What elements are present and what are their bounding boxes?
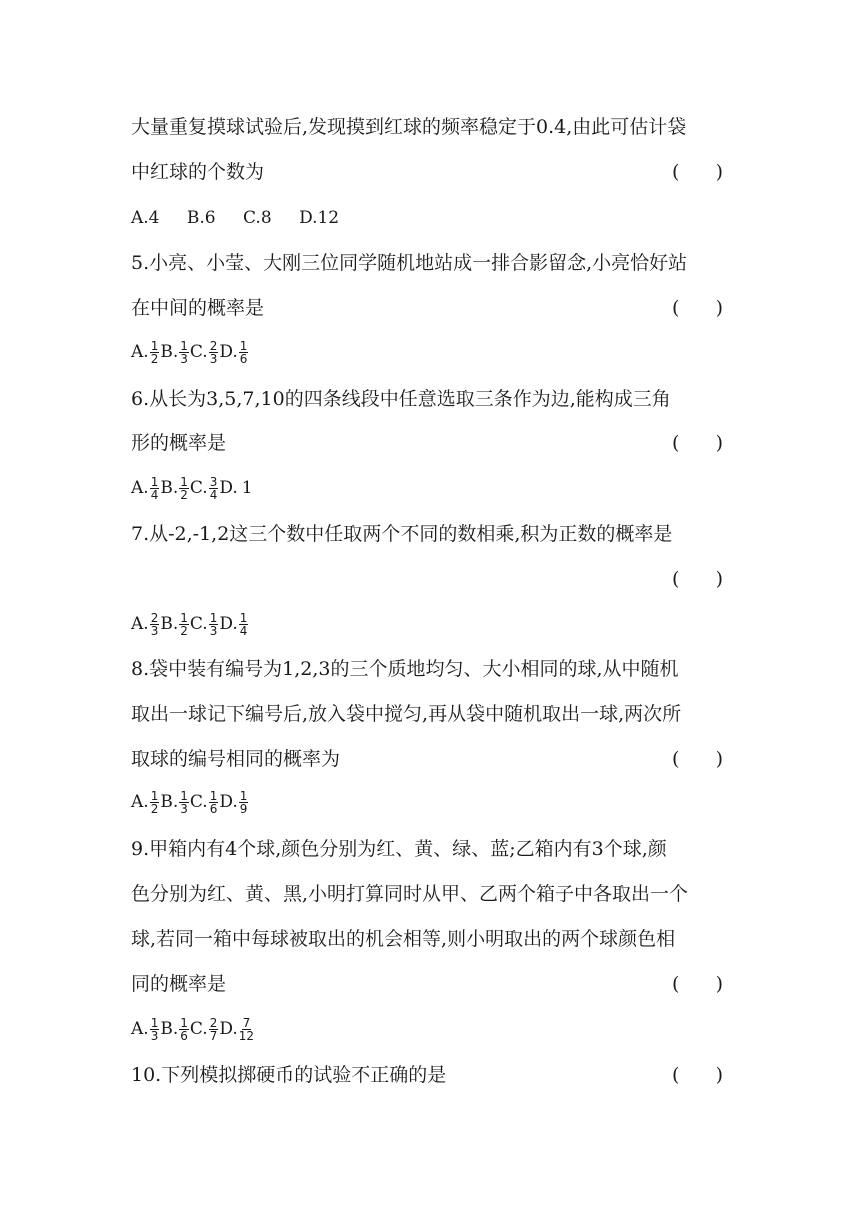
- q4-answer-paren: ( ): [672, 161, 724, 183]
- q6-option-c-fraction: $\frac{3}{4}$: [209, 475, 218, 502]
- q6-option-b-fraction: $\frac{1}{2}$: [180, 475, 188, 502]
- q6-line-1: 6.从长为3,5,7,10的四条线段中任意选取三条作为边,能构成三角: [131, 388, 671, 410]
- q7-answer-paren: ( ): [672, 568, 724, 590]
- q9-option-a-fraction: $\frac{1}{3}$: [150, 1016, 159, 1043]
- q4-line-1: 大量重复摸球试验后,发现摸到红球的频率稳定于0.4,由此可估计袋: [131, 116, 687, 138]
- q9-option-b-letter: B.: [160, 1019, 179, 1039]
- q6-option-d-value: 1: [241, 478, 253, 498]
- q6-option-d-letter: D.: [219, 478, 238, 498]
- q8-option-b-fraction: $\frac{1}{3}$: [180, 789, 188, 816]
- q5-option-a-letter: A.: [131, 342, 149, 362]
- q9-line-2: 色分别为红、黄、黑,小明打算同时从甲、乙两个箱子中各取出一个: [131, 883, 689, 905]
- q8-option-d-letter: D.: [219, 792, 238, 812]
- q7-option-a-letter: A.: [131, 614, 149, 634]
- q8-option-d-fraction: $\frac{1}{9}$: [239, 789, 248, 816]
- q8-option-c-fraction: $\frac{1}{6}$: [209, 789, 218, 816]
- q6-option-b-letter: B.: [160, 478, 179, 498]
- q10-answer-paren: ( ): [672, 1064, 724, 1086]
- q6-option-a-fraction: $\frac{1}{4}$: [150, 475, 159, 502]
- q9-option-d-fraction: $\frac{7}{12}$: [238, 1016, 255, 1043]
- q8-answer-paren: ( ): [672, 748, 724, 770]
- q5-option-d-letter: D.: [219, 342, 238, 362]
- q9-answer-paren: ( ): [672, 973, 724, 995]
- q7-option-c-fraction: $\frac{1}{3}$: [209, 611, 218, 638]
- q5-line-1: 5.小亮、小莹、大刚三位同学随机地站成一排合影留念,小亮恰好站: [131, 252, 688, 274]
- q5-option-c-letter: C.: [189, 342, 208, 362]
- q4-option-c: C.8: [243, 208, 272, 228]
- q9-option-c-letter: C.: [189, 1019, 208, 1039]
- q8-line-3: 取球的编号相同的概率为: [131, 748, 341, 770]
- q9-option-b-fraction: $\frac{1}{6}$: [180, 1016, 188, 1043]
- q5-option-c-fraction: $\frac{2}{3}$: [209, 339, 218, 366]
- q9-line-3: 球,若同一箱中每球被取出的机会相等,则小明取出的两个球颜色相: [131, 928, 676, 950]
- q7-line-1: 7.从-2,-1,2这三个数中任取两个不同的数相乘,积为正数的概率是: [131, 523, 673, 545]
- q6-options: [131, 476, 253, 501]
- q4-option-b: B.6: [186, 208, 216, 228]
- q5-option-b-letter: B.: [160, 342, 179, 362]
- q8-option-c-letter: C.: [189, 792, 208, 812]
- q7-option-a-fraction: $\frac{2}{3}$: [150, 611, 159, 638]
- q4-line-2: 中红球的个数为: [131, 161, 265, 183]
- q5-option-a-fraction: $\frac{1}{2}$: [150, 339, 159, 366]
- q6-option-c-letter: C.: [189, 478, 208, 498]
- q8-line-1: 8.袋中装有编号为1,2,3的三个质地均匀、大小相同的球,从中随机: [131, 658, 679, 680]
- q7-options: [131, 612, 249, 637]
- q9-option-a-letter: A.: [131, 1019, 149, 1039]
- q5-option-b-fraction: $\frac{1}{3}$: [180, 339, 188, 366]
- q6-option-a-letter: A.: [131, 478, 149, 498]
- q8-option-b-letter: B.: [160, 792, 179, 812]
- q8-options: [131, 790, 249, 815]
- q7-option-c-letter: C.: [189, 614, 208, 634]
- q7-option-d-fraction: $\frac{1}{4}$: [239, 611, 248, 638]
- q4-options: [131, 208, 339, 228]
- q9-line-4: 同的概率是: [131, 973, 227, 995]
- q7-option-b-letter: B.: [160, 614, 179, 634]
- q6-answer-paren: ( ): [672, 432, 724, 454]
- q10-line-1: 10.下列模拟掷硬币的试验不正确的是: [131, 1064, 447, 1086]
- q8-option-a-fraction: $\frac{1}{2}$: [150, 789, 159, 816]
- q4-option-d: D.12: [299, 208, 340, 228]
- q5-option-d-fraction: $\frac{1}{6}$: [239, 339, 248, 366]
- q9-option-c-fraction: $\frac{2}{7}$: [209, 1016, 218, 1043]
- q6-line-2: 形的概率是: [131, 432, 227, 454]
- q8-line-2: 取出一球记下编号后,放入袋中搅匀,再从袋中随机取出一球,两次所: [131, 703, 682, 725]
- q8-option-a-letter: A.: [131, 792, 149, 812]
- q7-option-d-letter: D.: [219, 614, 238, 634]
- q5-line-2: 在中间的概率是: [131, 297, 265, 319]
- q9-options: [131, 1017, 255, 1042]
- q9-line-1: 9.甲箱内有4个球,颜色分别为红、黄、绿、蓝;乙箱内有3个球,颜: [131, 838, 667, 860]
- q7-option-b-fraction: $\frac{1}{2}$: [180, 611, 188, 638]
- q5-answer-paren: ( ): [672, 297, 724, 319]
- q5-options: [131, 340, 249, 365]
- q4-option-a: A.4: [131, 208, 160, 228]
- q9-option-d-letter: D.: [219, 1019, 238, 1039]
